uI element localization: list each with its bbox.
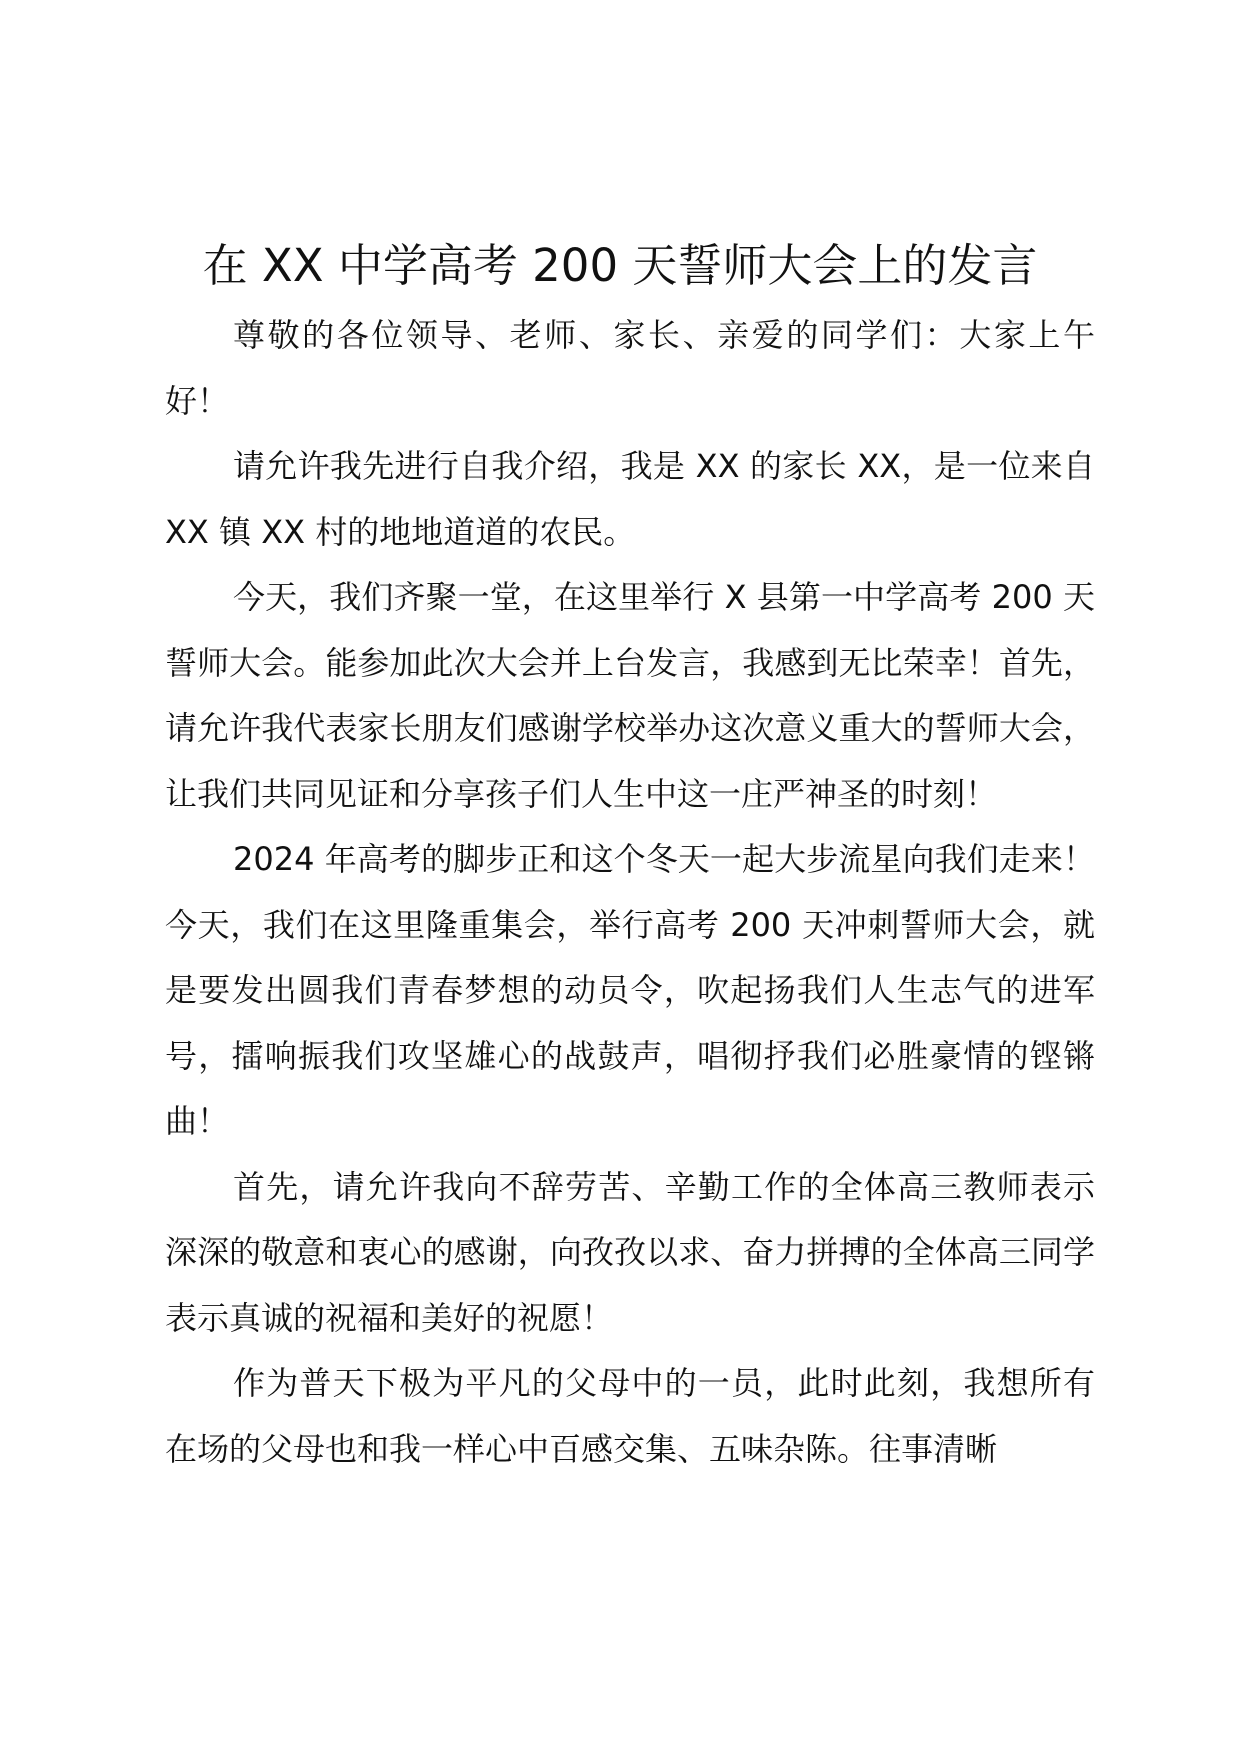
paragraph-gaokao-2024: 2024 年高考的脚步正和这个冬天一起大步流星向我们走来！今天，我们在这里隆重集会，举行高考 200 天冲刺誓师大会，就是要发出圆我们青春梦想的动员令，吹起扬我们人生志气的进军号，擂响振我们攻坚雄心的战鼓声，唱彻抒我们必胜豪情的铿锵曲！ (165, 840, 1095, 1140)
document-body (165, 303, 1095, 1482)
paragraph-occasion: 今天，我们齐聚一堂，在这里举行 X 县第一中学高考 200 天誓师大会。能参加此次大会并上台发言，我感到无比荣幸！首先，请允许我代表家长朋友们感谢学校举办这次意义重大的誓师大会，让我们共同见证和分享孩子们人生中这一庄严神圣的时刻！ (165, 578, 1095, 813)
paragraph-introduction: 请允许我先进行自我介绍，我是 XX 的家长 XX，是一位来自 XX 镇 XX 村的地地道道的农民。 (165, 447, 1095, 551)
document-title: 在 XX 中学高考 200 天誓师大会上的发言 (202, 239, 1038, 292)
paragraph-greeting: 尊敬的各位领导、老师、家长、亲爱的同学们：大家上午好！ (165, 316, 1095, 420)
paragraph-thanks: 首先，请允许我向不辞劳苦、辛勤工作的全体高三教师表示深深的敬意和衷心的感谢，向孜孜以求、奋力拼搏的全体高三同学表示真诚的祝福和美好的祝愿！ (165, 1167, 1095, 1337)
paragraph-parents: 作为普天下极为平凡的父母中的一员，此时此刻，我想所有在场的父母也和我一样心中百感交集、五味杂陈。往事清晰 (165, 1364, 1095, 1468)
